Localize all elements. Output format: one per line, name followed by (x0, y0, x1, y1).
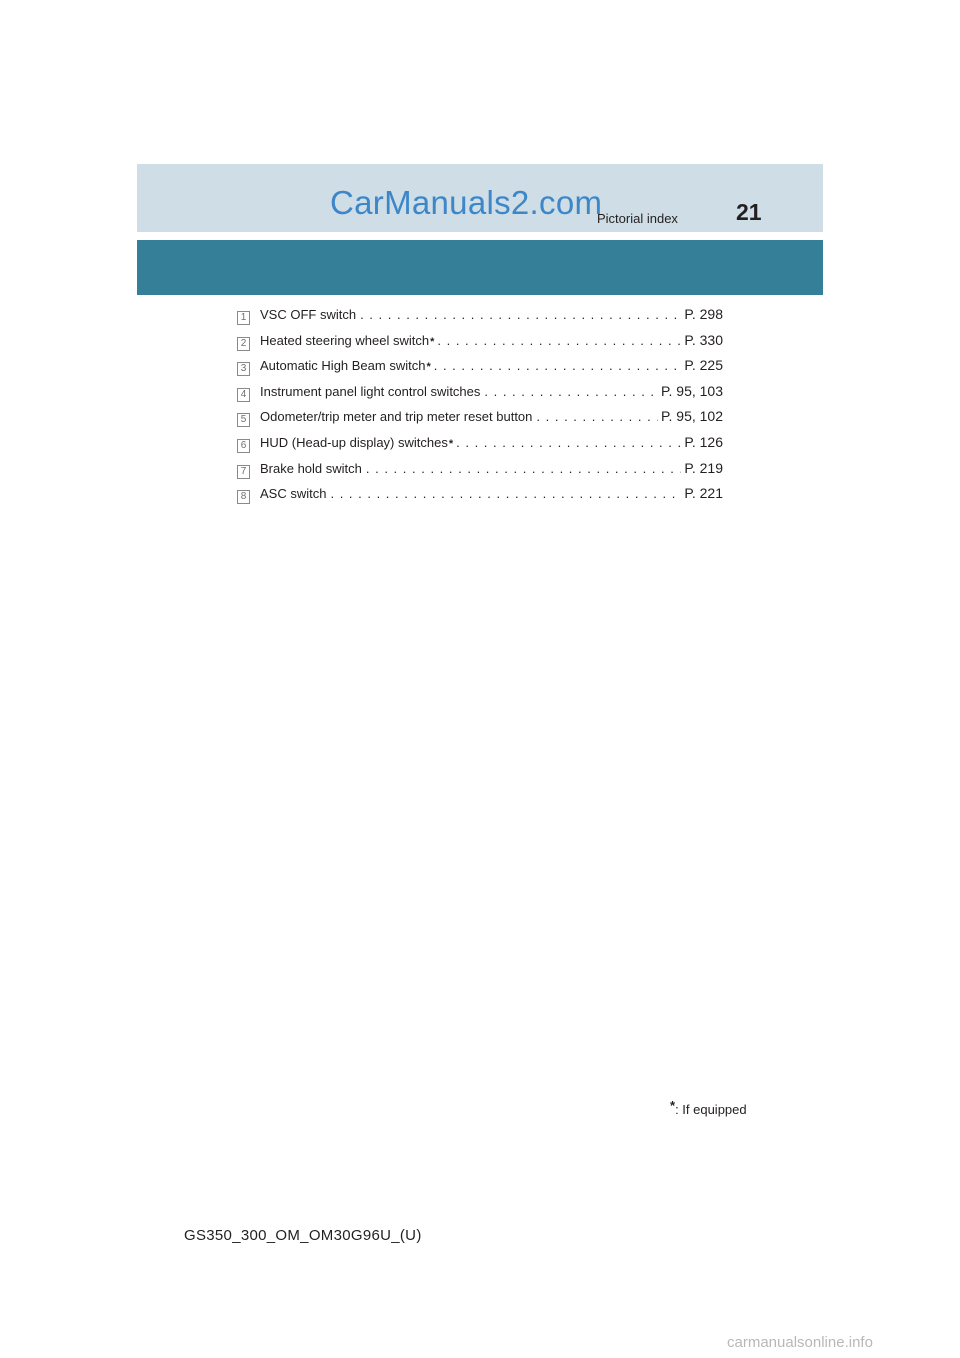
entry-page-ref[interactable]: P. 221 (684, 485, 723, 502)
index-entry[interactable] (237, 357, 723, 383)
index-entry[interactable] (237, 460, 723, 486)
entry-number-badge: 3 (237, 362, 250, 376)
entry-label: ASC switch (260, 486, 327, 502)
watermark-logo: CarManuals2.com (330, 184, 603, 221)
entry-label: VSC OFF switch (260, 307, 357, 322)
section-title: Pictorial index (597, 211, 678, 226)
entry-number-badge: 4 (237, 388, 250, 402)
entry-number-badge: 1 (237, 311, 250, 325)
index-entry[interactable] (237, 383, 723, 409)
manual-id: GS350_300_OM_OM30G96U_(U) (184, 1227, 422, 1244)
dot-leader (360, 307, 681, 322)
footnote-star: * (670, 1098, 676, 1113)
entry-label: Heated steering wheel switch (260, 332, 430, 348)
title-band (137, 240, 823, 295)
index-entry[interactable] (237, 408, 723, 434)
entry-page-ref[interactable]: P. 330 (684, 331, 723, 348)
dot-leader (437, 333, 681, 348)
dot-leader (366, 461, 681, 476)
entry-page-ref[interactable]: P. 225 (684, 357, 723, 374)
footnote (670, 1098, 747, 1117)
index-list (237, 306, 723, 511)
dot-leader (536, 409, 658, 424)
dot-leader (456, 435, 681, 450)
dot-leader (330, 486, 681, 501)
equipped-star: * (430, 335, 435, 348)
index-entry[interactable] (237, 434, 723, 460)
dot-leader (434, 358, 682, 373)
entry-label: Instrument panel light control switches (260, 383, 481, 399)
footnote-text: : If equipped (675, 1102, 747, 1117)
index-entry[interactable] (237, 332, 723, 358)
entry-label: HUD (Head-up display) switches (260, 434, 448, 450)
entry-number-badge: 6 (237, 439, 250, 453)
entry-number-badge: 7 (237, 465, 250, 479)
equipped-star: * (448, 437, 454, 450)
entry-page-ref[interactable]: P. 219 (684, 459, 723, 476)
entry-page-ref[interactable]: P. 126 (684, 433, 723, 450)
entry-page-ref[interactable]: P. 95, 103 (660, 382, 723, 399)
dot-leader (484, 384, 658, 399)
index-entry[interactable] (237, 485, 723, 511)
index-entry[interactable] (237, 306, 723, 332)
entry-label: Odometer/trip meter and trip meter reset button (260, 409, 533, 425)
page-number: 21 (736, 199, 762, 225)
entry-number-badge: 8 (237, 490, 250, 504)
entry-page-ref[interactable]: P. 95, 102 (660, 408, 723, 425)
equipped-star: * (426, 361, 431, 374)
entry-label: Automatic High Beam switch (260, 358, 426, 374)
footer-watermark: carmanualsonline.info (727, 1334, 873, 1351)
entry-number-badge: 5 (237, 413, 250, 427)
entry-page-ref[interactable]: P. 298 (684, 306, 723, 322)
entry-number-badge: 2 (237, 337, 250, 351)
entry-label: Brake hold switch (260, 460, 362, 476)
